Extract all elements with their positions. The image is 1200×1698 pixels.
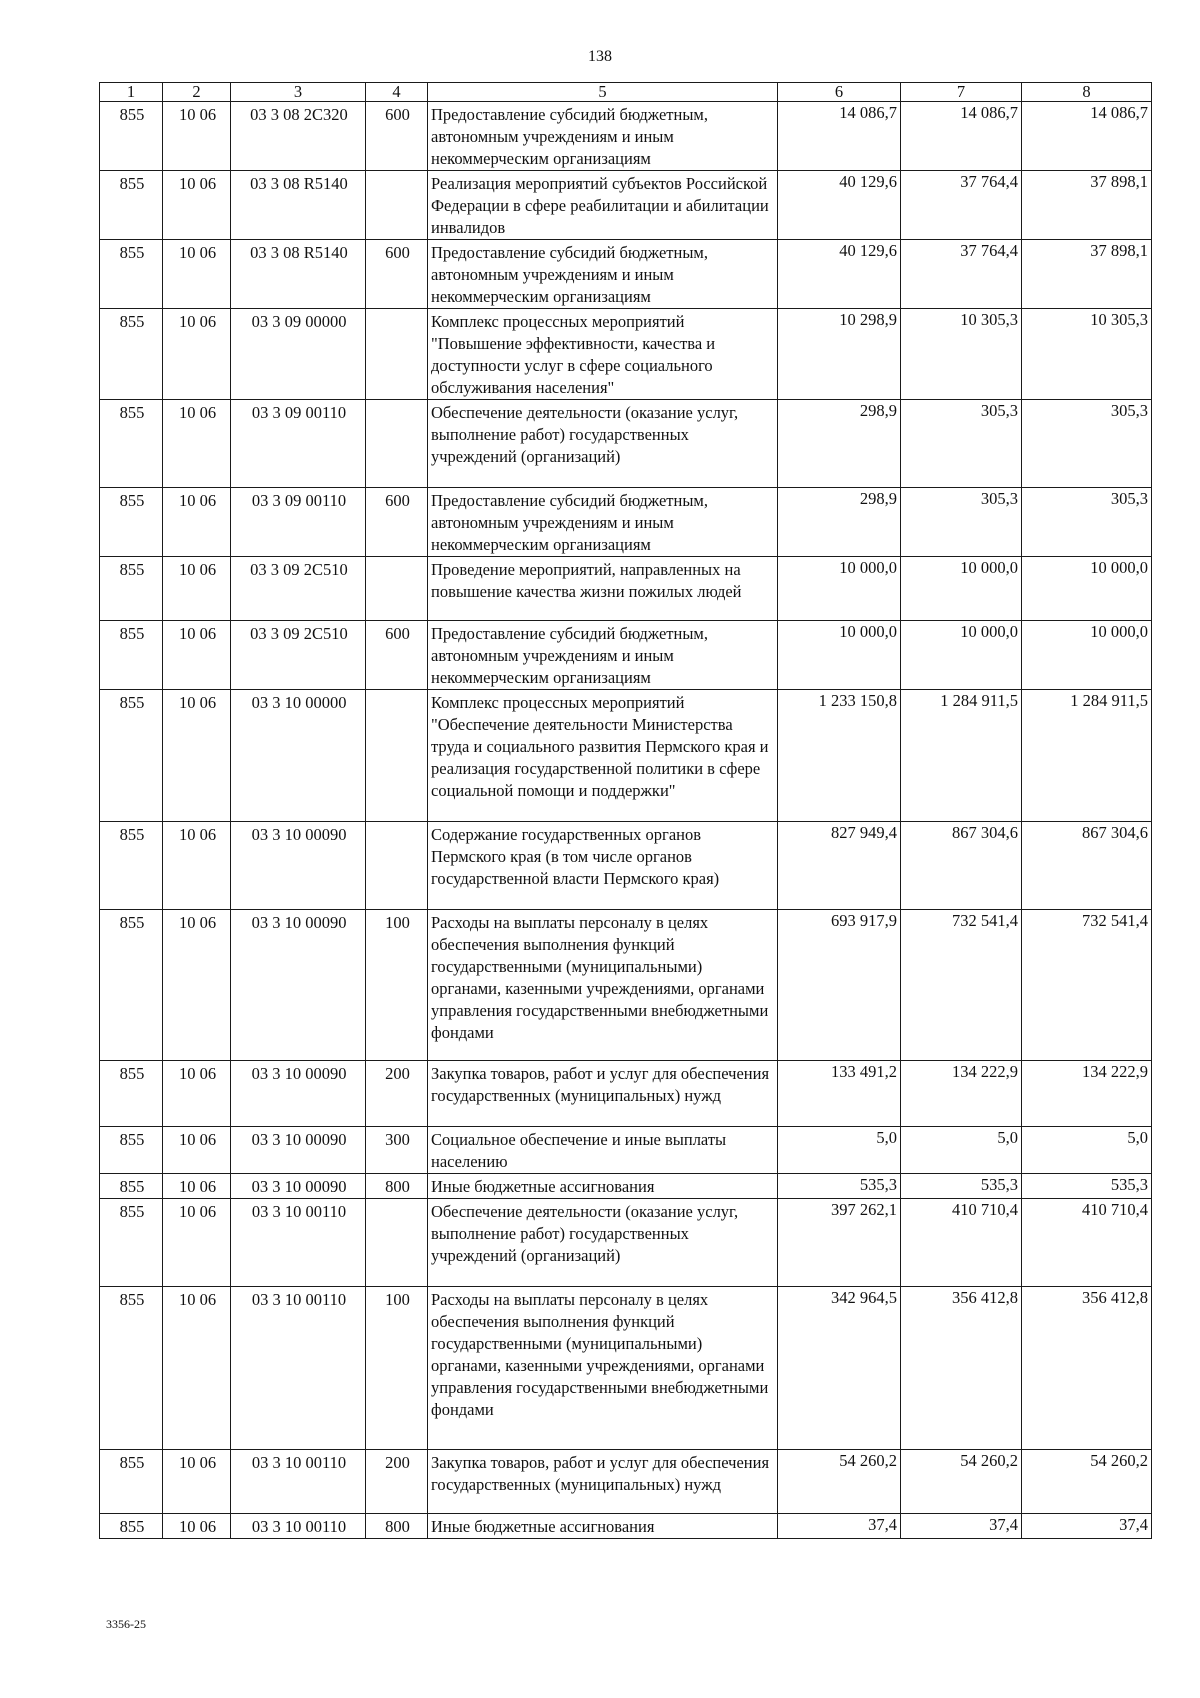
cell-description: Предоставление субсидий бюджетным, автономным учреждениям и иным некоммерческим организациям	[428, 621, 778, 690]
cell-target-article: 03 3 08 R5140	[231, 171, 366, 240]
table-row	[100, 1450, 1152, 1514]
cell-description: Обеспечение деятельности (оказание услуг, выполнение работ) государственных учреждений (организаций)	[428, 400, 778, 488]
table-row	[100, 171, 1152, 240]
cell-chapter: 855	[100, 102, 163, 171]
cell-amount-col6: 693 917,9	[778, 910, 901, 1061]
cell-chapter: 855	[100, 1514, 163, 1539]
cell-chapter: 855	[100, 171, 163, 240]
cell-amount-col6: 40 129,6	[778, 171, 901, 240]
cell-amount-col7: 54 260,2	[901, 1450, 1022, 1514]
cell-section: 10 06	[163, 171, 231, 240]
cell-expense-type	[366, 309, 428, 400]
cell-amount-col7: 867 304,6	[901, 822, 1022, 910]
cell-chapter: 855	[100, 1174, 163, 1199]
cell-amount-col8: 54 260,2	[1022, 1450, 1152, 1514]
cell-amount-col7: 37 764,4	[901, 171, 1022, 240]
table-row	[100, 400, 1152, 488]
cell-amount-col7: 535,3	[901, 1174, 1022, 1199]
cell-amount-col6: 827 949,4	[778, 822, 901, 910]
cell-amount-col8: 867 304,6	[1022, 822, 1152, 910]
cell-amount-col8: 10 305,3	[1022, 309, 1152, 400]
cell-amount-col8: 10 000,0	[1022, 557, 1152, 621]
cell-expense-type: 600	[366, 102, 428, 171]
cell-section: 10 06	[163, 488, 231, 557]
cell-expense-type	[366, 690, 428, 822]
cell-chapter: 855	[100, 557, 163, 621]
cell-target-article: 03 3 09 00000	[231, 309, 366, 400]
cell-expense-type: 800	[366, 1174, 428, 1199]
cell-amount-col6: 1 233 150,8	[778, 690, 901, 822]
cell-amount-col6: 40 129,6	[778, 240, 901, 309]
cell-amount-col6: 10 298,9	[778, 309, 901, 400]
cell-chapter: 855	[100, 488, 163, 557]
cell-expense-type	[366, 822, 428, 910]
page-number: 138	[588, 48, 612, 65]
cell-amount-col7: 10 305,3	[901, 309, 1022, 400]
cell-expense-type	[366, 1199, 428, 1287]
column-header: 3	[231, 83, 366, 102]
cell-amount-col7: 14 086,7	[901, 102, 1022, 171]
cell-description: Предоставление субсидий бюджетным, автономным учреждениям и иным некоммерческим организациям	[428, 488, 778, 557]
cell-target-article: 03 3 08 R5140	[231, 240, 366, 309]
document-code: 3356-25	[106, 1617, 146, 1631]
cell-description: Иные бюджетные ассигнования	[428, 1174, 778, 1199]
cell-amount-col8: 1 284 911,5	[1022, 690, 1152, 822]
cell-amount-col8: 305,3	[1022, 400, 1152, 488]
cell-amount-col7: 356 412,8	[901, 1287, 1022, 1450]
column-header: 8	[1022, 83, 1152, 102]
table-row	[100, 1127, 1152, 1174]
cell-chapter: 855	[100, 910, 163, 1061]
cell-amount-col6: 54 260,2	[778, 1450, 901, 1514]
cell-description: Предоставление субсидий бюджетным, автономным учреждениям и иным некоммерческим организациям	[428, 240, 778, 309]
cell-description: Проведение мероприятий, направленных на повышение качества жизни пожилых людей	[428, 557, 778, 621]
cell-expense-type: 200	[366, 1450, 428, 1514]
cell-section: 10 06	[163, 1061, 231, 1127]
cell-amount-col7: 37 764,4	[901, 240, 1022, 309]
table-row	[100, 822, 1152, 910]
cell-target-article: 03 3 10 00110	[231, 1514, 366, 1539]
cell-description: Предоставление субсидий бюджетным, автономным учреждениям и иным некоммерческим организациям	[428, 102, 778, 171]
cell-expense-type: 600	[366, 488, 428, 557]
table-row	[100, 1061, 1152, 1127]
cell-description: Реализация мероприятий субъектов Российской Федерации в сфере реабилитации и абилитации инвалидов	[428, 171, 778, 240]
table-row	[100, 102, 1152, 171]
cell-description: Закупка товаров, работ и услуг для обеспечения государственных (муниципальных) нужд	[428, 1450, 778, 1514]
cell-target-article: 03 3 10 00090	[231, 1127, 366, 1174]
table-row	[100, 557, 1152, 621]
cell-amount-col6: 10 000,0	[778, 557, 901, 621]
cell-amount-col8: 410 710,4	[1022, 1199, 1152, 1287]
cell-description: Комплекс процессных мероприятий "Обеспечение деятельности Министерства труда и социального развития Пермского края и реализация государственной политики в сфере социальной помощи и поддержки"	[428, 690, 778, 822]
cell-target-article: 03 3 10 00090	[231, 1174, 366, 1199]
table-row	[100, 621, 1152, 690]
cell-amount-col7: 1 284 911,5	[901, 690, 1022, 822]
cell-description: Содержание государственных органов Пермского края (в том числе органов государственной власти Пермского края)	[428, 822, 778, 910]
cell-section: 10 06	[163, 1127, 231, 1174]
cell-section: 10 06	[163, 690, 231, 822]
column-header: 2	[163, 83, 231, 102]
cell-section: 10 06	[163, 102, 231, 171]
cell-target-article: 03 3 10 00090	[231, 910, 366, 1061]
cell-amount-col6: 298,9	[778, 400, 901, 488]
cell-chapter: 855	[100, 1287, 163, 1450]
cell-amount-col6: 298,9	[778, 488, 901, 557]
cell-target-article: 03 3 09 2С510	[231, 621, 366, 690]
cell-expense-type	[366, 171, 428, 240]
cell-amount-col6: 133 491,2	[778, 1061, 901, 1127]
cell-amount-col7: 10 000,0	[901, 621, 1022, 690]
table-row	[100, 240, 1152, 309]
cell-description: Расходы на выплаты персоналу в целях обеспечения выполнения функций государственными (муниципальными) органами, казенными учреждениями, органами управления государственными внебюджетными фондами	[428, 910, 778, 1061]
table-row	[100, 488, 1152, 557]
cell-section: 10 06	[163, 621, 231, 690]
column-header: 6	[778, 83, 901, 102]
cell-expense-type	[366, 400, 428, 488]
cell-section: 10 06	[163, 1174, 231, 1199]
cell-target-article: 03 3 09 2С510	[231, 557, 366, 621]
cell-target-article: 03 3 10 00000	[231, 690, 366, 822]
cell-amount-col7: 732 541,4	[901, 910, 1022, 1061]
cell-section: 10 06	[163, 1450, 231, 1514]
cell-amount-col6: 5,0	[778, 1127, 901, 1174]
cell-description: Расходы на выплаты персоналу в целях обеспечения выполнения функций государственными (муниципальными) органами, казенными учреждениями, органами управления государственными внебюджетными фондами	[428, 1287, 778, 1450]
cell-amount-col8: 305,3	[1022, 488, 1152, 557]
cell-amount-col6: 10 000,0	[778, 621, 901, 690]
cell-target-article: 03 3 10 00110	[231, 1199, 366, 1287]
cell-amount-col8: 10 000,0	[1022, 621, 1152, 690]
table-body	[100, 102, 1152, 1539]
cell-amount-col8: 37,4	[1022, 1514, 1152, 1539]
cell-description: Обеспечение деятельности (оказание услуг, выполнение работ) государственных учреждений (организаций)	[428, 1199, 778, 1287]
table-row	[100, 1287, 1152, 1450]
cell-target-article: 03 3 10 00110	[231, 1450, 366, 1514]
cell-chapter: 855	[100, 822, 163, 910]
column-header: 4	[366, 83, 428, 102]
cell-amount-col7: 305,3	[901, 488, 1022, 557]
cell-section: 10 06	[163, 400, 231, 488]
cell-amount-col7: 10 000,0	[901, 557, 1022, 621]
column-header: 7	[901, 83, 1022, 102]
cell-expense-type	[366, 557, 428, 621]
table-row	[100, 1174, 1152, 1199]
column-header: 1	[100, 83, 163, 102]
cell-chapter: 855	[100, 690, 163, 822]
cell-chapter: 855	[100, 400, 163, 488]
cell-target-article: 03 3 10 00090	[231, 822, 366, 910]
cell-description: Комплекс процессных мероприятий "Повышение эффективности, качества и доступности услуг в сфере социального обслуживания населения"	[428, 309, 778, 400]
cell-chapter: 855	[100, 1061, 163, 1127]
table-row	[100, 309, 1152, 400]
cell-chapter: 855	[100, 1450, 163, 1514]
cell-amount-col6: 37,4	[778, 1514, 901, 1539]
cell-section: 10 06	[163, 309, 231, 400]
cell-expense-type: 200	[366, 1061, 428, 1127]
cell-amount-col7: 410 710,4	[901, 1199, 1022, 1287]
cell-amount-col8: 732 541,4	[1022, 910, 1152, 1061]
cell-expense-type: 600	[366, 621, 428, 690]
cell-section: 10 06	[163, 557, 231, 621]
cell-section: 10 06	[163, 1514, 231, 1539]
cell-chapter: 855	[100, 1199, 163, 1287]
cell-target-article: 03 3 10 00090	[231, 1061, 366, 1127]
cell-amount-col8: 14 086,7	[1022, 102, 1152, 171]
cell-section: 10 06	[163, 240, 231, 309]
budget-table	[99, 82, 1152, 1539]
cell-section: 10 06	[163, 1287, 231, 1450]
cell-chapter: 855	[100, 1127, 163, 1174]
cell-amount-col8: 5,0	[1022, 1127, 1152, 1174]
cell-expense-type: 300	[366, 1127, 428, 1174]
cell-amount-col6: 535,3	[778, 1174, 901, 1199]
cell-amount-col7: 305,3	[901, 400, 1022, 488]
table-row	[100, 690, 1152, 822]
cell-expense-type: 100	[366, 910, 428, 1061]
cell-description: Закупка товаров, работ и услуг для обеспечения государственных (муниципальных) нужд	[428, 1061, 778, 1127]
cell-target-article: 03 3 09 00110	[231, 488, 366, 557]
cell-target-article: 03 3 08 2С320	[231, 102, 366, 171]
cell-amount-col8: 535,3	[1022, 1174, 1152, 1199]
cell-amount-col7: 5,0	[901, 1127, 1022, 1174]
cell-section: 10 06	[163, 1199, 231, 1287]
cell-section: 10 06	[163, 910, 231, 1061]
cell-amount-col8: 356 412,8	[1022, 1287, 1152, 1450]
cell-amount-col8: 134 222,9	[1022, 1061, 1152, 1127]
cell-expense-type: 600	[366, 240, 428, 309]
cell-amount-col6: 14 086,7	[778, 102, 901, 171]
cell-chapter: 855	[100, 621, 163, 690]
cell-chapter: 855	[100, 240, 163, 309]
cell-expense-type: 100	[366, 1287, 428, 1450]
cell-amount-col7: 134 222,9	[901, 1061, 1022, 1127]
table-row	[100, 1514, 1152, 1539]
table-row	[100, 1199, 1152, 1287]
cell-description: Иные бюджетные ассигнования	[428, 1514, 778, 1539]
cell-expense-type: 800	[366, 1514, 428, 1539]
cell-amount-col6: 342 964,5	[778, 1287, 901, 1450]
cell-amount-col8: 37 898,1	[1022, 171, 1152, 240]
cell-chapter: 855	[100, 309, 163, 400]
cell-description: Социальное обеспечение и иные выплаты населению	[428, 1127, 778, 1174]
cell-amount-col7: 37,4	[901, 1514, 1022, 1539]
cell-section: 10 06	[163, 822, 231, 910]
table-header-row	[100, 83, 1152, 102]
cell-amount-col6: 397 262,1	[778, 1199, 901, 1287]
column-header: 5	[428, 83, 778, 102]
table-row	[100, 910, 1152, 1061]
cell-target-article: 03 3 10 00110	[231, 1287, 366, 1450]
cell-target-article: 03 3 09 00110	[231, 400, 366, 488]
cell-amount-col8: 37 898,1	[1022, 240, 1152, 309]
